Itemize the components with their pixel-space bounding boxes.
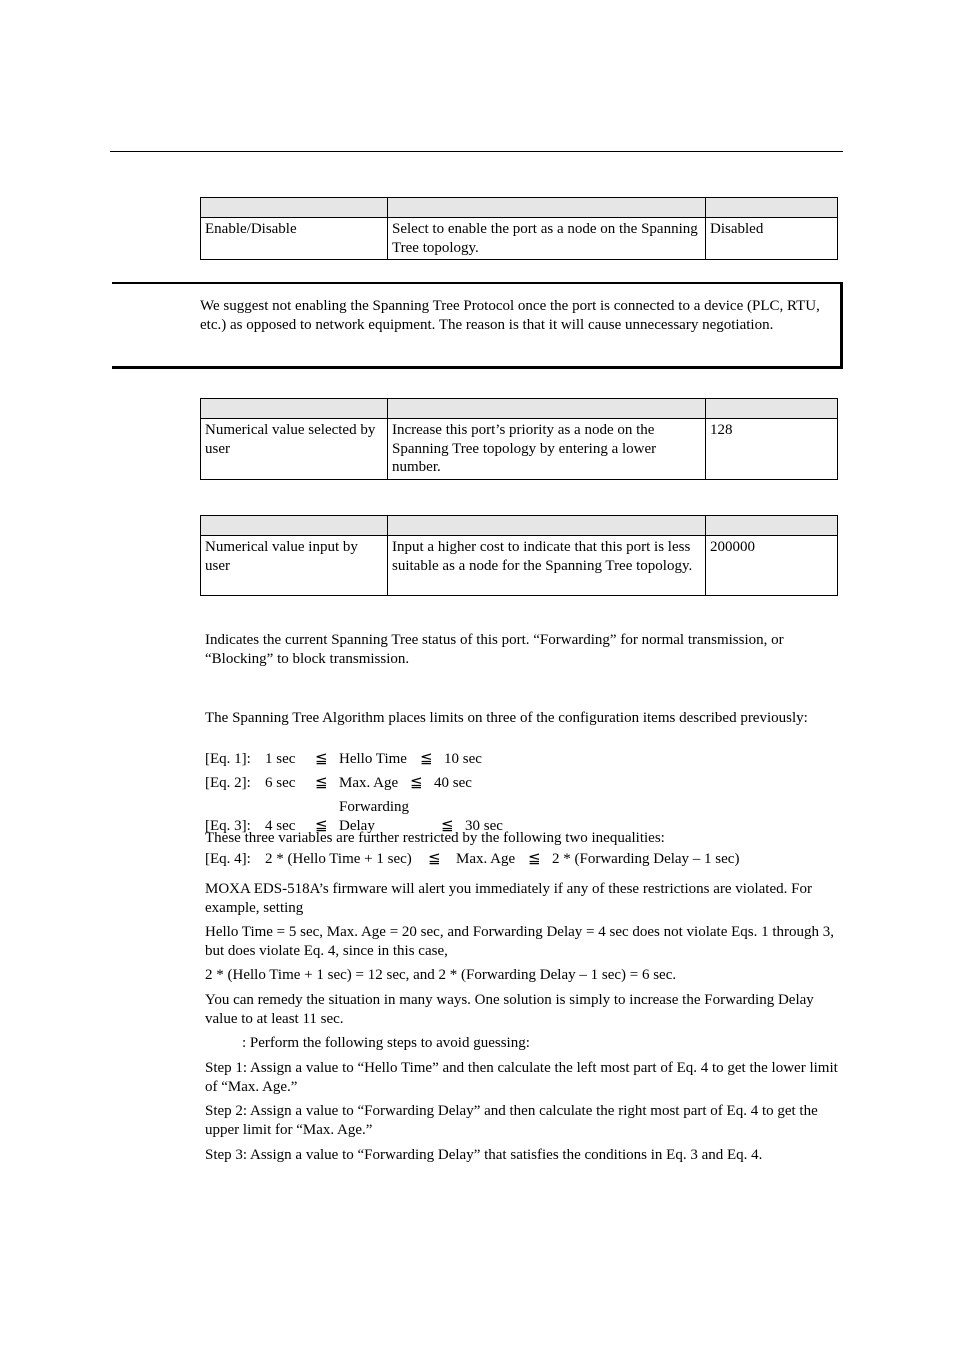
default-cell: 128 [706,419,838,480]
equation-label: [Eq. 3]: [205,817,251,834]
further-restriction-text: These three variables are further restricted by the following two inequalities: [205,830,665,846]
setting-cell: Numerical value selected by user [201,419,388,480]
firmware-alert-text: MOXA EDS-518A’s firmware will alert you immediately if any of these restrictions are violated. For example, setting [205,881,812,916]
equation-1: [Eq. 1]: 1 sec ≦ Hello Time ≦ 10 sec [205,751,482,767]
equation-3: [Eq. 3]: 4 sec ≦Forwarding Delay ≦ 30 sec [205,799,503,834]
table-header-row [201,399,838,419]
equation-label: [Eq. 4]: [205,851,251,867]
port-cost-table [200,515,838,596]
description-cell: Increase this port’s priority as a node on the Spanning Tree topology by entering a lower number. [388,419,706,480]
table-header-row [201,198,838,218]
setting-cell: Numerical value input by user [201,536,388,596]
table-row [201,536,838,596]
step-2: Step 2: Assign a value to “Forwarding Delay” and then calculate the right most part of Eq. 4 to get the upper limit for “Max. Age.” [205,1103,818,1138]
equation-label: [Eq. 1]: [205,751,251,767]
calculation-text: 2 * (Hello Time + 1 sec) = 12 sec, and 2 * (Forwarding Delay – 1 sec) = 6 sec. [205,967,677,983]
equation-label: [Eq. 2]: [205,775,251,791]
note-text: We suggest not enabling the Spanning Tree Protocol once the port is connected to a device (PLC, RTU, etc.) as opposed to network equipment. The reason is that it will cause unnecessary negotiation. [200,298,820,333]
equation-2: [Eq. 2]: 6 sec ≦ Max. Age ≦ 40 sec [205,775,472,791]
step-3: Step 3: Assign a value to “Forwarding Delay” that satisfies the conditions in Eq. 3 and Eq. 4. [205,1147,763,1163]
step-1: Step 1: Assign a value to “Hello Time” and then calculate the left most part of Eq. 4 to get the lower limit of “Max. Age.” [205,1060,838,1095]
note-box [112,282,843,369]
hint-text: : Perform the following steps to avoid guessing: [242,1035,530,1051]
remedy-text: You can remedy the situation in many ways. One solution is simply to increase the Forwarding Delay value to at least 11 sec. [205,992,814,1027]
table-row [201,218,838,260]
description-cell: Input a higher cost to indicate that this port is less suitable as a node for the Spanning Tree topology. [388,536,706,596]
table-row [201,419,838,480]
enable-stp-table [200,197,838,260]
status-description: Indicates the current Spanning Tree status of this port. “Forwarding” for normal transmission, or “Blocking” to block transmission. [205,632,784,667]
intro-paragraph: The Spanning Tree Algorithm places limits on three of the configuration items described previously: [205,710,808,726]
port-priority-table [200,398,838,480]
equation-4: [Eq. 4]: 2 * (Hello Time + 1 sec) ≦ Max. Age ≦ 2 * (Forwarding Delay – 1 sec) [205,851,740,867]
header-rule [110,151,843,152]
default-cell: 200000 [706,536,838,596]
table-header-row [201,516,838,536]
setting-cell: Enable/Disable [201,218,388,260]
example-text: Hello Time = 5 sec, Max. Age = 20 sec, and Forwarding Delay = 4 sec does not violate Eqs. 1 through 3, but does violate Eq. 4, since in this case, [205,924,835,959]
description-cell: Select to enable the port as a node on the Spanning Tree topology. [388,218,706,260]
default-cell: Disabled [706,218,838,260]
